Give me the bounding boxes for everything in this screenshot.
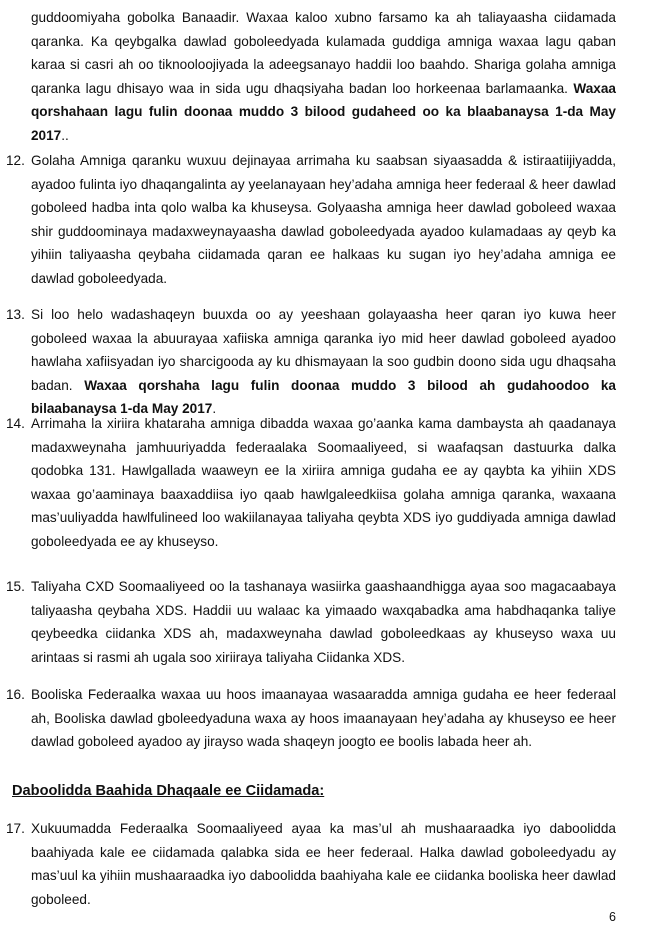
list-item-16 [31,683,616,754]
item-bold-text: Waxaa qorshaha lagu fulin doonaa muddo 3 bilood ah gudahoodoo ka bilaabanaysa 1-da May 2017 [31,377,616,417]
intro-paragraph [31,6,616,148]
item-tail: . [212,401,217,417]
list-item-15 [31,575,616,669]
item-number-16: 16. [6,687,25,702]
item-number-17: 17. [6,821,25,836]
intro-bold-text: Waxaa qorshahaan lagu fulin doonaa muddo 3 bilood gudaheed oo ka blaabanaysa 1-da May 2017 [31,80,616,143]
section-heading: Daboolidda Baahida Dhaqaale ee Ciidamada: [12,783,325,799]
item-text: Taliyaha CXD Soomaaliyeed oo la tashanaya wasiirka gaashaandhigga ayaa soo magacaabaya taliyaasha qeybaha XDS. Haddii uu walaac ka yimaado waxqabadka ama habdhaqanka taliye qeybeedka ciidanka XDS ah, madaxweynaha dawlad goboleedkaas ay khuseyso waxa uu arintaas si rasmi ah ugala soo xiriiraya taliyaha Ciidanka XDS. [31,579,616,665]
intro-text: guddoomiyaha gobolka Banaadir. Waxaa kaloo xubno farsamo ka ah taliayaasha ciidamada qaranka. Ka qeybgalka dawlad goboleedyada kulamada guddiga amniga waxaa lagu qaban karaa si casri ah oo tiknooloojiyada la adeegsanayo haddii loo baahdo. Shariga golaha amniga qaranka lagu dhisayo waa in sida ugu dhaqsiyaha badan loo horkeenaa barlamaanka. [31,10,616,96]
item-text: Golaha Amniga qaranku wuxuu dejinayaa arrimaha ku saabsan siyaasadda & istiraatiijiyadda, ayadoo fulinta iyo dhaqangalinta ay yeelanayaan hey’adaha amniga heer federaal & heer dawlad goboleed hadba inta qolo walba ka khuseysa. Golyaasha amniga heer dawlad goboleed waxaa shir guddoominaya madaxweynayaasha dawlad goboleedyada ayadoo kulamadaas ay qeyb ka yihiin taliyaasha qeybaha ciidamada qaran ee halkaas ku sugan iyo hey’adaha amniga ee dawlad goboleedyada. [31,153,616,286]
item-number-12: 12. [6,153,25,168]
item-number-15: 15. [6,579,25,594]
item-text: Si loo helo wadashaqeyn buuxda oo ay yeeshaan golayaasha heer qaran iyo kuwa heer goboleed waxaa la abuurayaa xafiiska amniga qaranka iyo mid heer dawlad goboleed ayadoo hawlaha xafiisyadan iyo sharcigooda ay ku dhismayaan la soo gudbin doono sida ugu dhaqsaha badan. [31,307,616,393]
item-number-13: 13. [6,307,25,322]
list-item-13 [31,303,616,421]
page-number: 6 [609,910,616,924]
intro-tail: .. [61,127,69,143]
item-text: Arrimaha la xiriira khataraha amniga dibadda waxaa go’aanka kama dambaysta ah qaadanaya madaxweynaha jamhuuriyadda federaalaka Soomaaliyeed, si waafaqsan dastuurka dalka qodobka 131. Hawlgallada waaweyn ee la xiriira amniga gudaha ee ay qaybta ka yihiin XDS waxaa go’aaminaya baaxaddiisa iyo qaab hawlgaleedkiisa golaha amniga qaranka, waxaana mas’uuliyadda hawlfulineed loo wakiilanayaa taliyaha qeybta XDS iyo guddiyada amniga dawlad goboleedyada ee ay khuseyso. [31,416,616,549]
item-text: Xukuumadda Federaalka Soomaaliyeed ayaa ka mas’ul ah mushaaraadka iyo daboolidda baahiyada kale ee ciidamada qalabka sida ee heer federaal. Halka dawlad goboleedyadu ay mas’uul ka yihiin mushaaraadka iyo daboolidda baahiyaha kale ee ciidanka booliska heer dawlad goboleed. [31,821,616,907]
list-item-17 [31,817,616,911]
item-number-14: 14. [6,416,25,431]
list-item-12 [31,149,616,291]
list-item-14 [31,412,616,554]
item-text: Booliska Federaalka waxaa uu hoos imaanayaa wasaaradda amniga gudaha ee heer federaal ah, Booliska dawlad gboleedyaduna waxa ay hoos imaanayaan hey’adaha ay khuseyso ee heer dawlad goboleed ayadoo ay jirayso wada shaqeyn joogto ee boolis labada heer ah. [31,687,616,750]
